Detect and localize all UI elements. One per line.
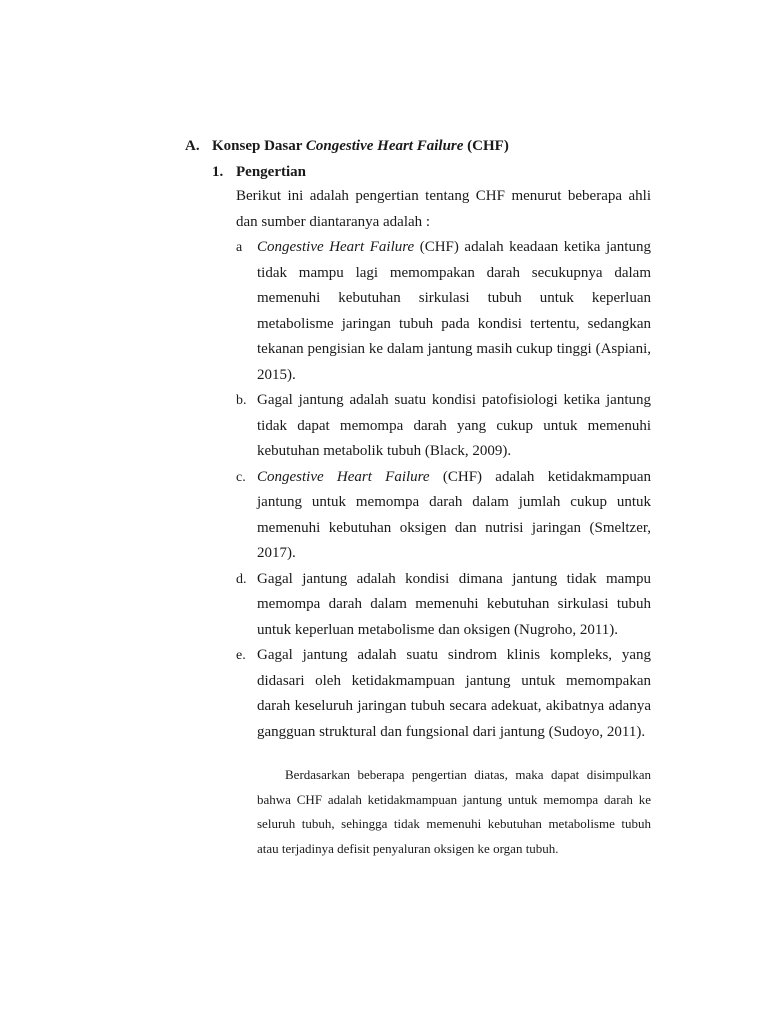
definition-list: [236, 235, 651, 745]
definition-text: Gagal jantung adalah kondisi dimana jantung tidak mampu memompa darah dalam memenuhi kebutuhan sirkulasi tubuh untuk keperluan metabolisme dan oksigen (Nugroho, 2011).: [257, 570, 651, 638]
definition-text: Gagal jantung adalah suatu kondisi patofisiologi ketika jantung tidak dapat memompa darah yang cukup untuk memenuhi kebutuhan metabolik tubuh (Black, 2009).: [257, 392, 651, 459]
list-marker: a: [236, 240, 243, 255]
list-item: [236, 465, 651, 567]
list-item: [236, 388, 651, 465]
section-title-italic: Congestive Heart Failure: [305, 138, 464, 154]
list-marker: b.: [236, 393, 247, 408]
conclusion-paragraph: Berdasarkan beberapa pengertian diatas, maka dapat disimpulkan bahwa CHF adalah ketidakmampuan jantung untuk memompa darah ke seluruh tubuh, sehingga tidak memenuhi kebutuhan metabolisme tubuh atau terjadinya defisit penyaluran oksigen ke organ tubuh.: [257, 767, 651, 856]
definition-italic: Congestive Heart Failure: [257, 239, 415, 255]
list-marker: c.: [236, 469, 246, 485]
list-marker: d.: [236, 571, 247, 587]
subsection-label: 1.: [212, 164, 224, 180]
section-title-text: Konsep Dasar: [212, 138, 306, 154]
section-heading-a: [185, 136, 509, 156]
intro-paragraph: Berikut ini adalah pengertian tentang CHF menurut beberapa ahli dan sumber diantaranya adalah :: [236, 188, 651, 230]
definition-text: Gagal jantung adalah suatu sindrom klinis kompleks, yang didasari oleh ketidakmampuan jantung untuk memompakan darah keseluruh jaringan tubuh secara adekuat, akibatnya adanya gangguan struktural dan fungsional dari jantung (Sudoyo, 2011).: [257, 647, 651, 740]
definition-text: (CHF) adalah ketidakmampuan jantung untuk memompa darah dalam jumlah cukup untuk memenuhi kebutuhan oksigen dan nutrisi jaringan (Smeltzer, 2017).: [257, 468, 651, 561]
list-item: [236, 567, 651, 644]
section-title-suffix: (CHF): [463, 138, 509, 154]
list-marker: e.: [236, 648, 246, 663]
definition-italic: Congestive Heart Failure: [257, 468, 430, 485]
subsection-title: Pengertian: [236, 164, 306, 180]
section-label: A.: [185, 138, 200, 154]
list-item: [236, 235, 651, 388]
list-item: [236, 643, 651, 745]
subsection-heading-1: [212, 162, 306, 182]
definition-text: (CHF) adalah keadaan ketika jantung tidak mampu lagi memompakan darah secukupnya dalam memenuhi kebutuhan sirkulasi tubuh untuk keperluan metabolisme jaringan tubuh pada kondisi tertentu, sedangkan tekanan pengisian ke dalam jantung masih cukup tinggi (Aspiani, 2015).: [257, 239, 651, 383]
